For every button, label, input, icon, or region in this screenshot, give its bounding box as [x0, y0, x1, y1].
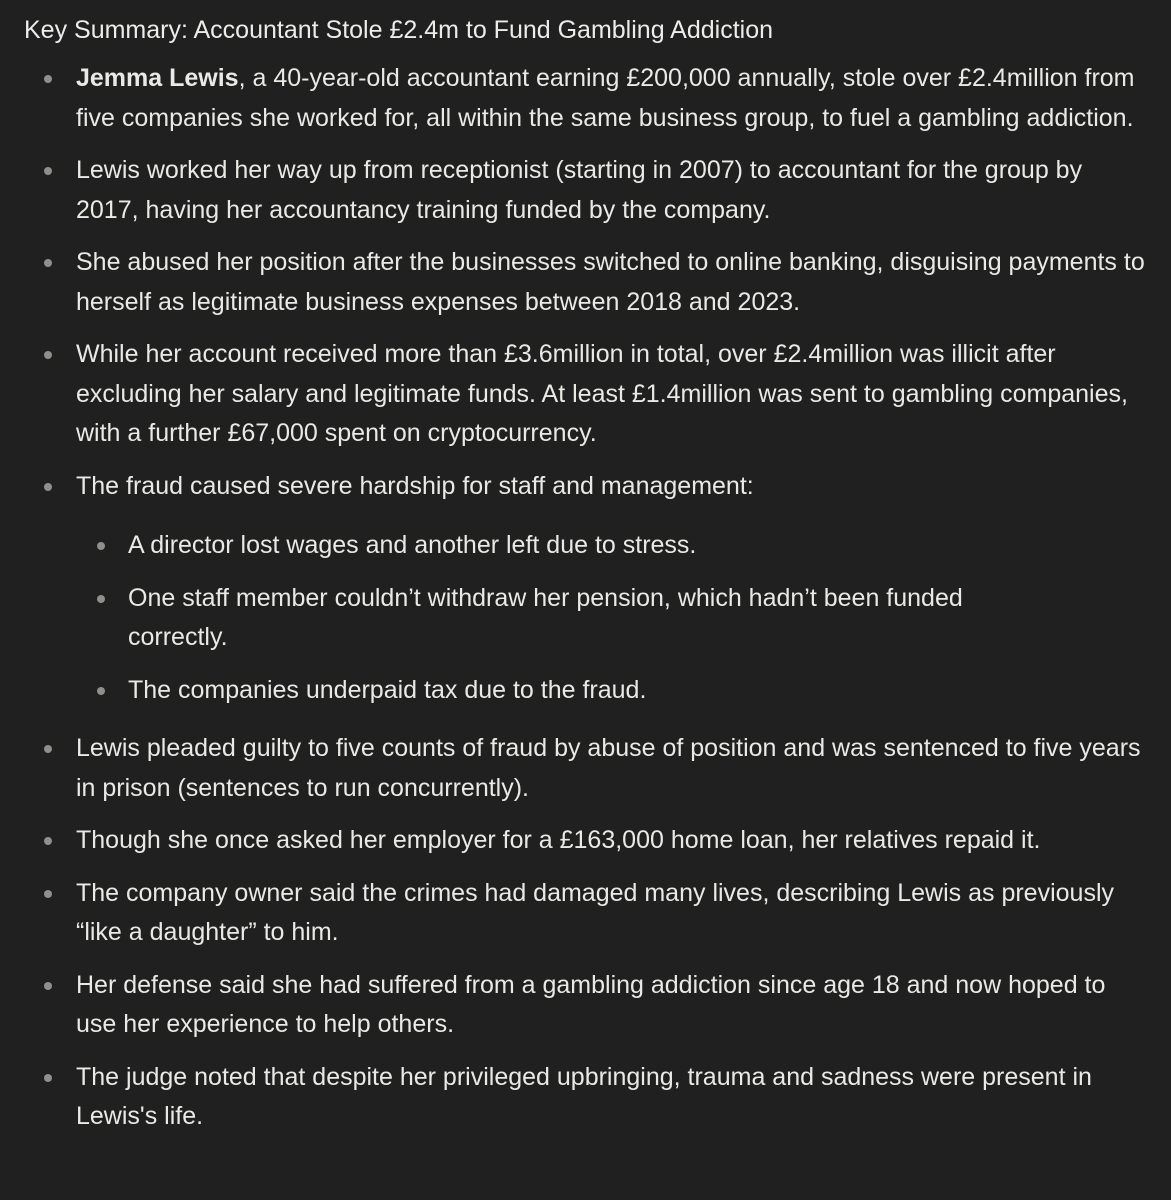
summary-title: Key Summary: Accountant Stole £2.4m to Fund Gambling Addiction — [24, 16, 774, 44]
list-item-text: , a 40-year-old accountant earning £200,000 annually, stole over £2.4million from five companies she worked for, all within the same business group, to fuel a gambling addiction. — [76, 64, 1135, 132]
name-highlight: Jemma Lewis — [76, 64, 239, 92]
list-item-text: The fraud caused severe hardship for staff and management: — [76, 471, 754, 500]
list-item: The company owner said the crimes had damaged many lives, describing Lewis as previously “like a daughter” to him. — [24, 874, 1147, 953]
summary-list — [24, 59, 1147, 1137]
sublist-item: The companies underpaid tax due to the fraud. — [76, 671, 1008, 711]
list-item: Though she once asked her employer for a £163,000 home loan, her relatives repaid it. — [24, 821, 1147, 861]
list-item: The judge noted that despite her privileged upbringing, trauma and sadness were present in Lewis's life. — [24, 1058, 1147, 1137]
list-item-with-sublist — [24, 467, 1147, 711]
list-item: Lewis pleaded guilty to five counts of fraud by abuse of position and was sentenced to five years in prison (sentences to run concurrently). — [24, 729, 1147, 808]
list-item: While her account received more than £3.6million in total, over £2.4million was illicit after excluding her salary and legitimate funds. At least £1.4million was sent to gambling companies, with a further £67,000 spent on cryptocurrency. — [24, 335, 1147, 454]
list-item: Lewis worked her way up from receptionist (starting in 2007) to accountant for the group by 2017, having her accountancy training funded by the company. — [24, 151, 1147, 230]
list-item: Her defense said she had suffered from a gambling addiction since age 18 and now hoped to use her experience to help others. — [24, 966, 1147, 1045]
sublist-item: A director lost wages and another left due to stress. — [76, 526, 1008, 566]
list-item: She abused her position after the businesses switched to online banking, disguising payments to herself as legitimate business expenses between 2018 and 2023. — [24, 243, 1147, 322]
hardship-sublist — [76, 526, 1147, 710]
sublist-item: One staff member couldn’t withdraw her pension, which hadn’t been funded correctly. — [76, 579, 1008, 658]
list-item — [24, 59, 1147, 138]
